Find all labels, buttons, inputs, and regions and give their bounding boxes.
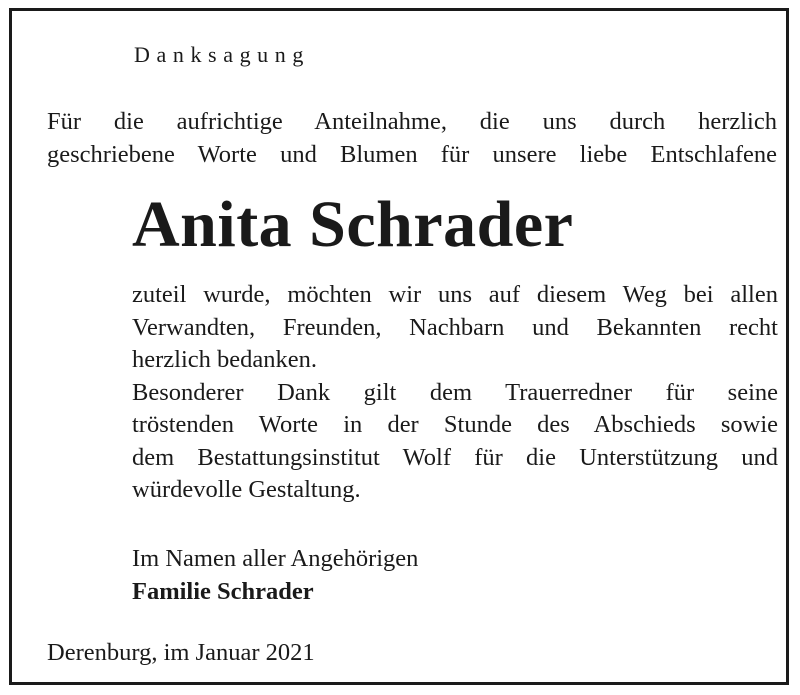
place-and-date: Derenburg, im Januar 2021 [47,639,315,666]
body-line-4: Besonderer Dank gilt dem Trauerredner für seine [132,378,778,406]
body-line-7: würdevolle Gestaltung. [132,476,361,503]
intro-line-2: geschriebene Worte und Blumen für unsere liebe Entschlafene [47,141,777,168]
body-line-3: herzlich bedanken. [132,346,318,373]
body-line-1: zuteil wurde, möchten wir uns auf diesem Weg bei allen [132,281,778,308]
notice-heading: Danksagung [134,42,310,67]
thanks-paragraph [132,279,778,507]
intro-paragraph [47,105,777,171]
signoff-line: Im Namen aller Angehörigen [132,545,419,572]
body-line-6: dem Bestattungsinstitut Wolf für die Unterstützung und [132,443,778,471]
notice-frame [9,8,789,685]
body-line-2: Verwandten, Freunden, Nachbarn und Bekannten recht [132,313,778,341]
family-name: Familie Schrader [132,577,314,605]
body-line-5: tröstenden Worte in der Stunde des Abschieds sowie [132,411,778,438]
intro-line-1: Für die aufrichtige Anteilnahme, die uns durch herzlich [47,108,777,135]
deceased-name: Anita Schrader [132,188,574,261]
signoff [132,543,418,608]
